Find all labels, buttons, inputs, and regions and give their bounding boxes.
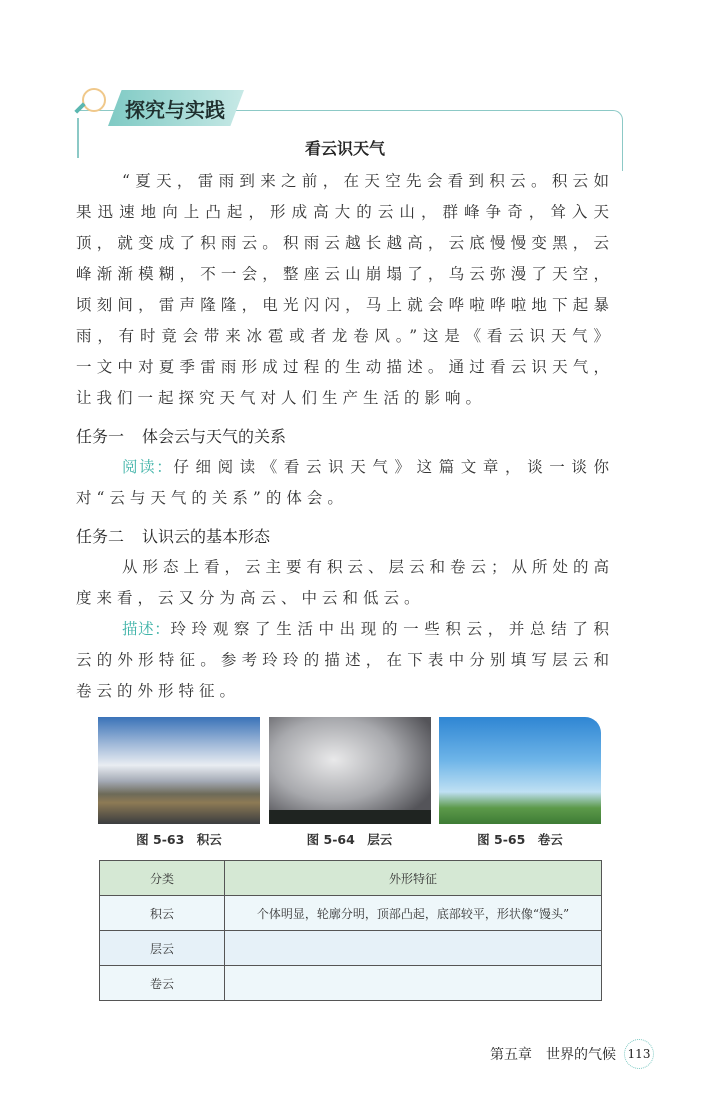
task2-heading bbox=[76, 524, 614, 550]
table-header: 外形特征 bbox=[225, 861, 602, 896]
figure-caption: 图 5-64 层云 bbox=[306, 832, 393, 847]
table-header: 分类 bbox=[100, 861, 225, 896]
table-cell: 积云 bbox=[100, 896, 225, 931]
table-row bbox=[100, 896, 602, 931]
read-keyword: 阅读： bbox=[122, 458, 174, 476]
task2-describe-text: 玲玲观察了生活中出现的一些积云，并总结了积云的外形特征。参考玲玲的描述，在下表中分别填写层云和卷云的外形特征。 bbox=[76, 620, 614, 700]
task1-title: 体会云与天气的关系 bbox=[142, 427, 287, 446]
describe-keyword: 描述： bbox=[122, 620, 171, 638]
table-cell: 层云 bbox=[100, 931, 225, 966]
task1-heading bbox=[76, 424, 614, 450]
task2-describe-paragraph bbox=[76, 614, 614, 707]
table-row bbox=[100, 966, 602, 1001]
task2-paragraph: 从形态上看，云主要有积云、层云和卷云；从所处的高度来看，云又分为高云、中云和低云。 bbox=[76, 558, 615, 607]
section-badge-label: 探究与实践 bbox=[125, 98, 225, 122]
table-cell-blank[interactable] bbox=[225, 966, 602, 1001]
intro-paragraph: “夏天，雷雨到来之前，在天空先会看到积云。积云如果迅速地向上凸起，形成高大的云山，群峰争奇，耸入天顶，就变成了积雨云。积雨云越长越高，云底慢慢变黑，云峰渐渐模糊，不一会，整座云山崩塌了，乌云弥漫了天空，顷刻间，雷声隆隆，电光闪闪，马上就会哗啦哗啦地下起暴雨，有时竟会带来冰雹或者龙卷风。”这是《看云识天气》一文中对夏季雷雨形成过程的生动描述。通过看云识天气，让我们一起探究天气对人们生产生活的影响。 bbox=[76, 172, 614, 407]
table-row bbox=[100, 931, 602, 966]
page-footer bbox=[76, 1039, 654, 1069]
page-number: 113 bbox=[624, 1039, 654, 1069]
table-cell: 卷云 bbox=[100, 966, 225, 1001]
cirrus-photo bbox=[439, 717, 601, 824]
cloud-features-table bbox=[99, 860, 602, 1001]
figure-caption: 图 5-65 卷云 bbox=[477, 832, 563, 847]
task1-label: 任务一 bbox=[76, 427, 125, 446]
caption-row bbox=[98, 830, 601, 850]
cumulus-photo bbox=[98, 717, 260, 824]
figure-row bbox=[98, 717, 601, 824]
table-header-row bbox=[100, 861, 602, 896]
chapter-footer: 第五章 世界的气候 bbox=[490, 1047, 616, 1063]
table-cell-blank[interactable] bbox=[225, 931, 602, 966]
stratus-photo bbox=[269, 717, 431, 824]
page-content bbox=[76, 0, 651, 1099]
task1-text: 仔细阅读《看云识天气》这篇文章，谈一谈你对“云与天气的关系”的体会。 bbox=[76, 458, 614, 507]
figure-caption: 图 5-63 积云 bbox=[136, 832, 222, 847]
task2-title: 认识云的基本形态 bbox=[142, 527, 271, 546]
task1-paragraph bbox=[76, 452, 614, 514]
table-cell: 个体明显，轮廓分明，顶部凸起，底部较平，形状像“馒头” bbox=[225, 896, 602, 931]
article-title: 看云识天气 bbox=[304, 139, 385, 158]
task2-label: 任务二 bbox=[76, 527, 125, 546]
